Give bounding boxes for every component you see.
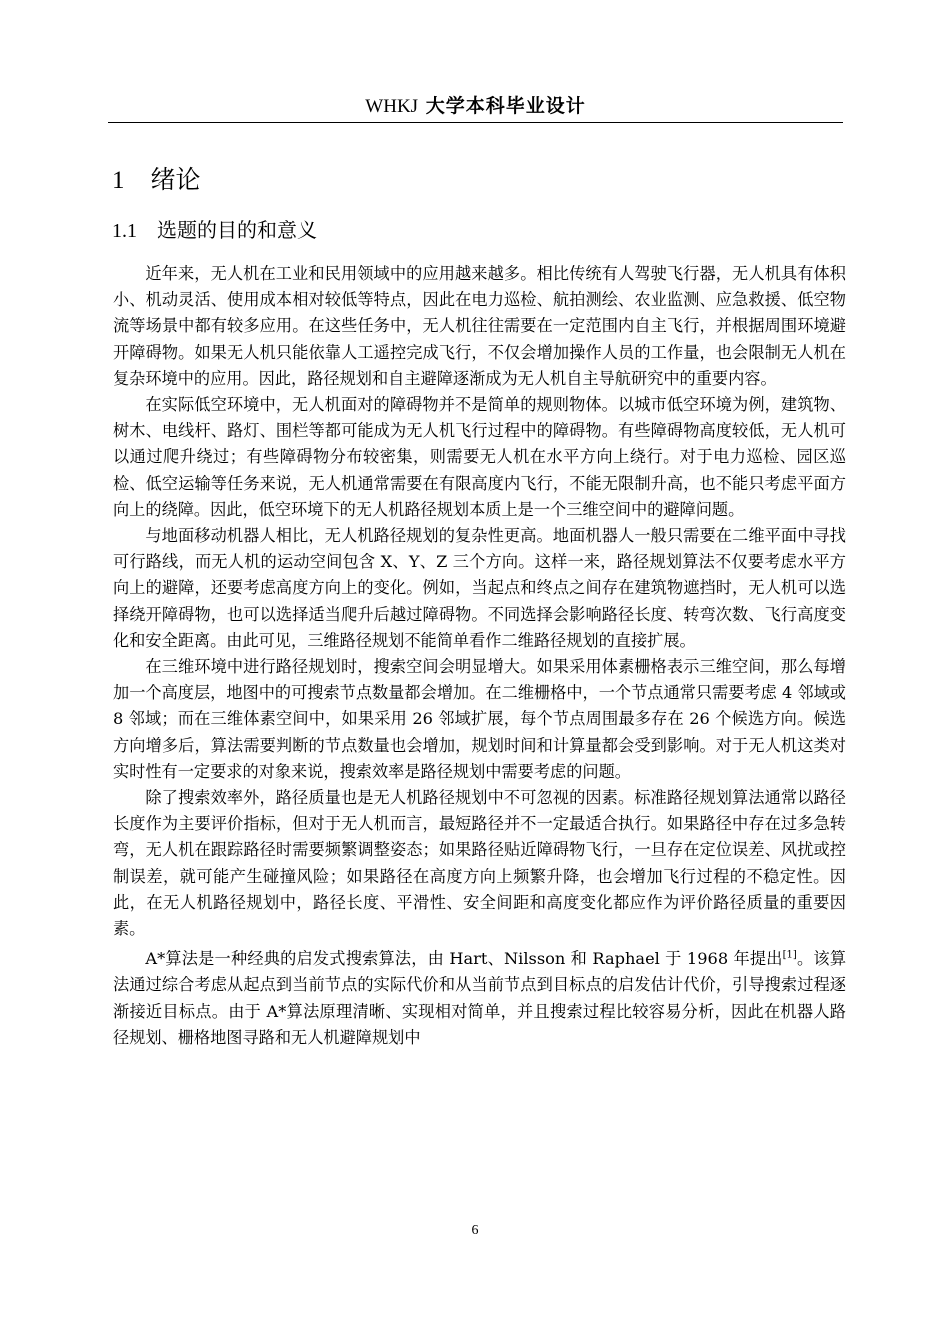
chapter-title: 绪论 <box>150 165 201 194</box>
paragraph: 与地面移动机器人相比，无人机路径规划的复杂性更高。地面机器人一般只需要在二维平面中寻找可行路线，而无人机的运动空间包含 X、Y、Z 三个方向。这样一来，路径规划算法不仅要考虑水平方向上的避障，还要考虑高度方向上的变化。例如，当起点和终点之间存在建筑物遮挡时，无人机可以选择绕开障碍物，也可以选择适当爬升后越过障碍物。不同选择会影响路径长度、转弯次数、飞行高度变化和安全距离。由此可见，三维路径规划不能简单看作二维路径规划的直接扩展。 <box>113 526 846 650</box>
paragraph: 在三维环境中进行路径规划时，搜索空间会明显增大。如果采用体素栅格表示三维空间，那么每增加一个高度层，地图中的可搜索节点数量都会增加。在二维栅格中，一个节点通常只需要考虑 4 邻域或 8 邻域；而在三维体素空间中，如果采用 26 邻域扩展，每个节点周围最多存在 26 个候选方向。候选方向增多后，算法需要判断的节点数量也会增加，规划时间和计算量都会受到影响。对于无人机这类对实时性有一定要求的对象来说，搜索效率是路径规划中需要考虑的问题。 <box>113 657 846 781</box>
section-title: 选题的目的和意义 <box>157 218 317 242</box>
header-latin: WHKJ <box>365 96 419 117</box>
paragraph: 在实际低空环境中，无人机面对的障碍物并不是简单的规则物体。以城市低空环境为例，建筑物、树木、电线杆、路灯、围栏等都可能成为无人机飞行过程中的障碍物。有些障碍物高度较低，无人机可以通过爬升绕过；有些障碍物分布较密集，则需要无人机在水平方向上绕行。对于电力巡检、园区巡检、低空运输等任务来说，无人机通常需要在有限高度内飞行，不能无限制升高，也不能只考虑平面方向上的绕障。因此，低空环境下的无人机路径规划本质上是一个三维空间中的避障问题。 <box>113 395 846 519</box>
section-heading <box>112 215 317 246</box>
paragraph-astar <box>113 946 846 1051</box>
page-header <box>108 93 843 120</box>
page-number: 6 <box>471 1223 479 1238</box>
paragraph: 近年来，无人机在工业和民用领域中的应用越来越多。相比传统有人驾驶飞行器，无人机具有体积小、机动灵活、使用成本相对较低等特点，因此在电力巡检、航拍测绘、农业监测、应急救援、低空物流等场景中都有较多应用。在这些任务中，无人机往往需要在一定范围内自主飞行，并根据周围环境避开障碍物。如果无人机只能依靠人工遥控完成飞行，不仅会增加操作人员的工作量，也会限制无人机在复杂环境中的应用。因此，路径规划和自主避障逐渐成为无人机自主导航研究中的重要内容。 <box>113 264 846 388</box>
header-rule <box>108 122 843 123</box>
section-number: 1.1 <box>112 220 137 242</box>
header-title: 大学本科毕业设计 <box>418 95 586 117</box>
paragraph: 除了搜索效率外，路径质量也是无人机路径规划中不可忽视的因素。标准路径规划算法通常以路径长度作为主要评价指标，但对于无人机而言，最短路径并不一定最适合执行。如果路径中存在过多急转弯，无人机在跟踪路径时需要频繁调整姿态；如果路径贴近障碍物飞行，一旦存在定位误差、风扰或控制误差，就可能产生碰撞风险；如果路径在高度方向上频繁升降，也会增加飞行过程的不稳定性。因此，在无人机路径规划中，路径长度、平滑性、安全间距和高度变化都应作为评价路径质量的重要因素。 <box>113 788 846 939</box>
chapter-number: 1 <box>112 167 125 194</box>
paragraph-text: 。该算法通过综合考虑从起点到当前节点的实际代价和从当前节点到目标点的启发估计代价，引导搜索过程逐渐接近目标点。由于 A*算法原理清晰、实现相对简单，并且搜索过程比较容易分析，因此在机器人路径规划、栅格地图寻路和无人机避障规划中 <box>113 949 847 1047</box>
paragraph-text: A*算法是一种经典的启发式搜索算法，由 Hart、Nilsson 和 Raphael 于 1968 年提出 <box>145 949 783 969</box>
chapter-heading <box>112 163 201 198</box>
body-text <box>113 261 846 1051</box>
citation-ref: [1] <box>782 949 797 961</box>
